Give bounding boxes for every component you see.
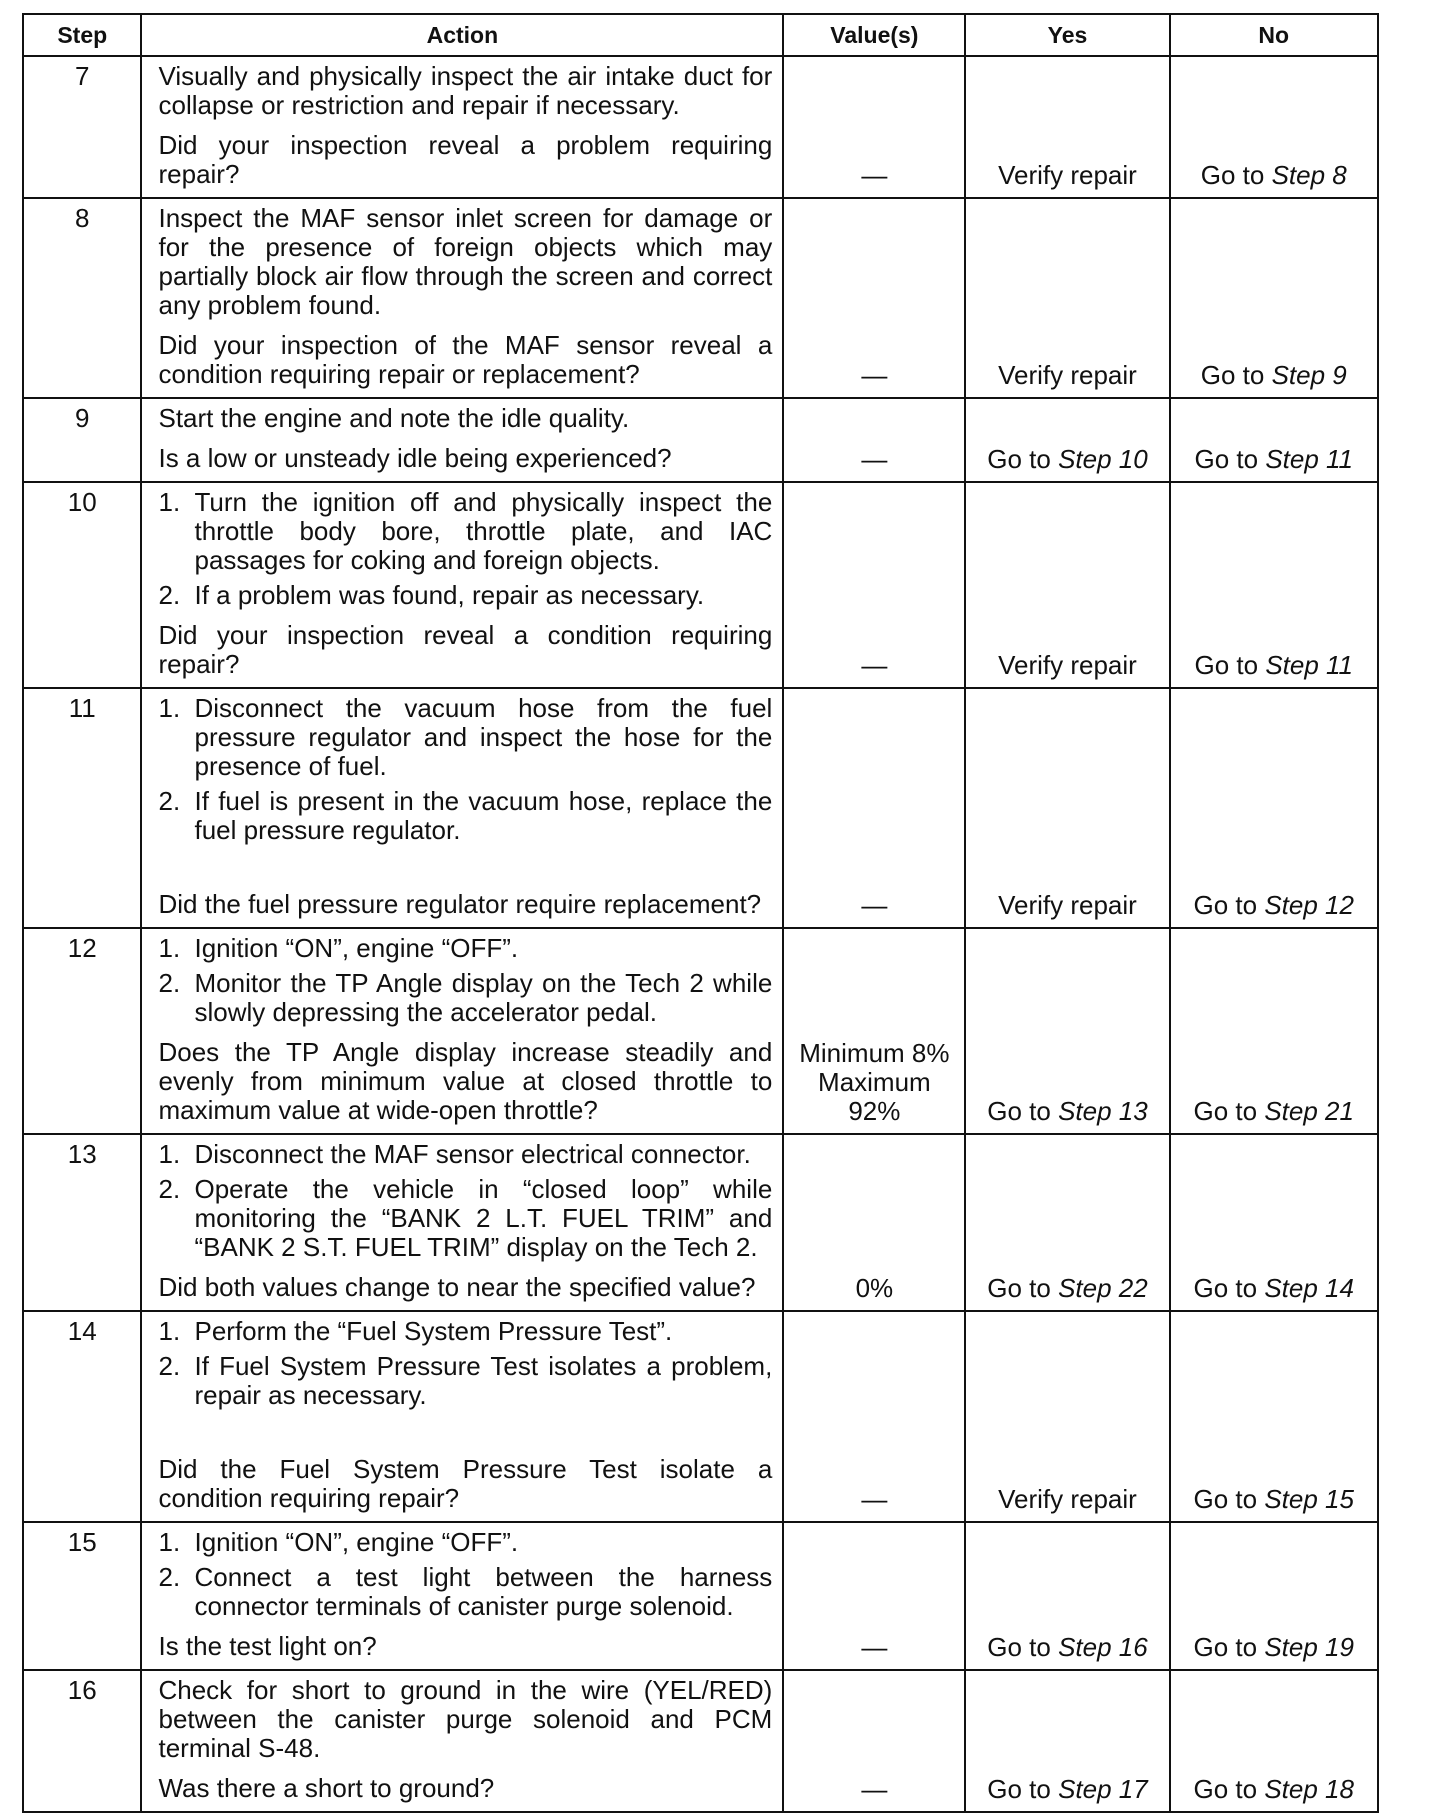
no-outcome-text: Go to [1193, 1096, 1265, 1126]
no-cell [1170, 1670, 1379, 1812]
action-list-item [158, 934, 772, 963]
action-cell [141, 928, 783, 1134]
action-list [158, 934, 772, 1027]
list-item-text: If fuel is present in the vacuum hose, replace the fuel pressure regulator. [194, 786, 773, 845]
no-outcome [1194, 1774, 1354, 1804]
step-number: 15 [23, 1522, 141, 1670]
list-item-number: 1. [158, 1316, 181, 1346]
no-cell [1170, 482, 1379, 688]
yes-outcome-text: Go to [987, 444, 1059, 474]
yes-outcome-text: Go to [987, 1632, 1059, 1662]
action-cell [141, 688, 783, 928]
action-question: Did your inspection reveal a condition requiring repair? [158, 620, 773, 679]
list-item-text: Operate the vehicle in “closed loop” while monitoring the “BANK 2 L.T. FUEL TRIM” and “BANK 2 S.T. FUEL TRIM” display on the Tech 2. [194, 1174, 773, 1262]
value-cell: — [783, 688, 965, 928]
action-instruction: Inspect the MAF sensor inlet screen for damage or for the presence of foreign objects which may partially block air flow through the screen and correct any problem found. [158, 203, 773, 320]
yes-outcome [987, 1273, 1147, 1303]
yes-step-link: Step 13 [1058, 1096, 1148, 1126]
action-list-item [158, 1563, 772, 1621]
step-number: 7 [23, 56, 141, 198]
spacer [158, 1416, 772, 1444]
list-item-number: 2. [158, 786, 181, 816]
header-no: No [1170, 14, 1379, 56]
no-cell [1170, 198, 1379, 398]
no-cell [1170, 928, 1379, 1134]
action-cell [141, 56, 783, 198]
yes-outcome-text: Go to [987, 1273, 1059, 1303]
action-cell [141, 1134, 783, 1311]
no-outcome [1194, 890, 1354, 920]
table-header-row [23, 14, 1378, 56]
no-outcome-text: Go to [1193, 1273, 1265, 1303]
action-instruction: Visually and physically inspect the air intake duct for collapse or restriction and repair if necessary. [158, 61, 773, 120]
list-item-number: 2. [158, 1562, 181, 1592]
action-list-item [158, 1528, 772, 1557]
no-step-link: Step 11 [1265, 444, 1354, 474]
list-item-number: 2. [158, 580, 181, 610]
no-cell [1170, 1311, 1379, 1522]
list-item-text: If Fuel System Pressure Test isolates a problem, repair as necessary. [194, 1351, 773, 1410]
yes-cell [965, 198, 1169, 398]
action-list-item [158, 694, 772, 781]
yes-outcome [998, 360, 1137, 390]
list-item-text: Turn the ignition off and physically inspect the throttle body bore, throttle plate, and IAC passages for coking and foreign objects. [194, 487, 773, 575]
yes-step-link: Step 17 [1058, 1774, 1148, 1804]
list-item-number: 1. [158, 693, 181, 723]
yes-outcome [998, 650, 1137, 680]
table-row [23, 928, 1378, 1134]
yes-cell [965, 928, 1169, 1134]
action-question: Is a low or unsteady idle being experienced? [158, 443, 672, 473]
header-values: Value(s) [783, 14, 965, 56]
yes-outcome-text: Verify repair [998, 1484, 1137, 1514]
action-cell [141, 1522, 783, 1670]
value-cell: — [783, 482, 965, 688]
no-step-link: Step 12 [1264, 890, 1354, 920]
no-step-link: Step 19 [1264, 1632, 1354, 1662]
action-question: Was there a short to ground? [158, 1773, 495, 1803]
list-item-text: Disconnect the vacuum hose from the fuel pressure regulator and inspect the hose for the presence of fuel. [194, 693, 773, 781]
no-outcome-text: Go to [1193, 890, 1265, 920]
action-list-item [158, 969, 772, 1027]
no-step-link: Step 18 [1264, 1774, 1354, 1804]
yes-outcome [987, 1632, 1147, 1662]
table-row [23, 1311, 1378, 1522]
no-cell [1170, 1522, 1379, 1670]
list-item-text: Connect a test light between the harness connector terminals of canister purge solenoid. [194, 1562, 773, 1621]
action-list-item [158, 1175, 772, 1262]
no-step-link: Step 15 [1264, 1484, 1354, 1514]
yes-outcome-text: Verify repair [998, 160, 1137, 190]
spacer [158, 851, 772, 879]
yes-cell [965, 1134, 1169, 1311]
action-list-item [158, 1317, 772, 1346]
step-number: 9 [23, 398, 141, 482]
no-outcome [1194, 1484, 1354, 1514]
list-item-text: Disconnect the MAF sensor electrical connector. [194, 1139, 751, 1169]
table-row [23, 482, 1378, 688]
diagnostic-table [22, 13, 1379, 1813]
no-outcome [1194, 1096, 1354, 1126]
no-outcome-text: Go to [1200, 360, 1272, 390]
no-outcome-text: Go to [1194, 650, 1266, 680]
list-item-number: 2. [158, 1351, 181, 1381]
value-cell: Minimum 8% Maximum 92% [783, 928, 965, 1134]
action-list [158, 1317, 772, 1410]
table-row [23, 1134, 1378, 1311]
no-cell [1170, 688, 1379, 928]
no-outcome-text: Go to [1194, 444, 1266, 474]
no-outcome [1194, 444, 1353, 474]
yes-outcome [987, 1774, 1147, 1804]
no-step-link: Step 8 [1271, 160, 1347, 190]
value-cell: — [783, 56, 965, 198]
action-list [158, 694, 772, 845]
yes-outcome-text: Go to [987, 1096, 1059, 1126]
list-item-number: 1. [158, 487, 181, 517]
list-item-number: 1. [158, 933, 181, 963]
action-list [158, 1140, 772, 1262]
value-cell: — [783, 398, 965, 482]
yes-cell [965, 688, 1169, 928]
action-instruction: Check for short to ground in the wire (YEL/RED) between the canister purge solenoid and PCM terminal S-48. [158, 1675, 773, 1763]
list-item-number: 2. [158, 1174, 181, 1204]
value-cell: — [783, 1522, 965, 1670]
no-outcome-text: Go to [1193, 1774, 1265, 1804]
step-number: 11 [23, 688, 141, 928]
yes-cell [965, 1311, 1169, 1522]
action-question: Does the TP Angle display increase steadily and evenly from minimum value at closed throttle to maximum value at wide-open throttle? [158, 1037, 773, 1125]
value-cell: 0% [783, 1134, 965, 1311]
step-number: 13 [23, 1134, 141, 1311]
list-item-text: Monitor the TP Angle display on the Tech 2 while slowly depressing the accelerator pedal. [194, 968, 773, 1027]
header-action: Action [141, 14, 783, 56]
yes-outcome [987, 444, 1147, 474]
list-item-number: 1. [158, 1139, 181, 1169]
no-outcome [1201, 160, 1347, 190]
yes-outcome-text: Verify repair [998, 890, 1137, 920]
yes-step-link: Step 22 [1058, 1273, 1148, 1303]
no-cell [1170, 56, 1379, 198]
no-outcome [1201, 360, 1347, 390]
no-step-link: Step 21 [1264, 1096, 1354, 1126]
no-cell [1170, 398, 1379, 482]
table-row [23, 688, 1378, 928]
yes-outcome-text: Verify repair [998, 650, 1137, 680]
action-list [158, 1528, 772, 1621]
list-item-text: If a problem was found, repair as necessary. [194, 580, 705, 610]
yes-outcome [987, 1096, 1147, 1126]
no-outcome [1194, 650, 1353, 680]
yes-cell [965, 1522, 1169, 1670]
list-item-text: Ignition “ON”, engine “OFF”. [194, 1527, 519, 1557]
step-number: 14 [23, 1311, 141, 1522]
step-number: 16 [23, 1670, 141, 1812]
no-outcome [1194, 1632, 1354, 1662]
yes-outcome [998, 1484, 1137, 1514]
table-row [23, 56, 1378, 198]
action-cell [141, 1670, 783, 1812]
no-outcome-text: Go to [1200, 160, 1272, 190]
action-question: Did both values change to near the specified value? [158, 1272, 756, 1302]
action-question: Did the Fuel System Pressure Test isolate a condition requiring repair? [158, 1454, 773, 1513]
table-body [23, 56, 1378, 1812]
header-yes: Yes [965, 14, 1169, 56]
step-number: 8 [23, 198, 141, 398]
action-cell [141, 482, 783, 688]
list-item-text: Perform the “Fuel System Pressure Test”. [194, 1316, 673, 1346]
yes-outcome [998, 160, 1137, 190]
yes-outcome [998, 890, 1137, 920]
no-step-link: Step 14 [1264, 1273, 1354, 1303]
value-cell: — [783, 1311, 965, 1522]
yes-step-link: Step 16 [1058, 1632, 1148, 1662]
no-cell [1170, 1134, 1379, 1311]
action-cell [141, 198, 783, 398]
yes-cell [965, 1670, 1169, 1812]
yes-step-link: Step 10 [1058, 444, 1148, 474]
action-question: Did the fuel pressure regulator require replacement? [158, 889, 762, 919]
action-list-item [158, 488, 772, 575]
yes-cell [965, 398, 1169, 482]
yes-outcome-text: Verify repair [998, 360, 1137, 390]
action-instruction: Start the engine and note the idle quality. [158, 403, 630, 433]
no-step-link: Step 9 [1271, 360, 1347, 390]
table-row [23, 398, 1378, 482]
yes-cell [965, 482, 1169, 688]
value-cell: — [783, 1670, 965, 1812]
list-item-text: Ignition “ON”, engine “OFF”. [194, 933, 519, 963]
table-row [23, 1670, 1378, 1812]
action-list-item [158, 1352, 772, 1410]
no-outcome-text: Go to [1193, 1484, 1265, 1514]
action-list-item [158, 1140, 772, 1169]
value-cell: — [783, 198, 965, 398]
no-step-link: Step 11 [1265, 650, 1354, 680]
action-list-item [158, 787, 772, 845]
action-question: Did your inspection of the MAF sensor reveal a condition requiring repair or replacement? [158, 330, 773, 389]
step-number: 12 [23, 928, 141, 1134]
no-outcome [1194, 1273, 1354, 1303]
action-question: Did your inspection reveal a problem requiring repair? [158, 130, 773, 189]
action-list [158, 488, 772, 610]
header-step: Step [23, 14, 141, 56]
list-item-number: 2. [158, 968, 181, 998]
yes-cell [965, 56, 1169, 198]
list-item-number: 1. [158, 1527, 181, 1557]
action-question: Is the test light on? [158, 1631, 377, 1661]
table-row [23, 1522, 1378, 1670]
no-outcome-text: Go to [1193, 1632, 1265, 1662]
table-row [23, 198, 1378, 398]
action-cell [141, 398, 783, 482]
step-number: 10 [23, 482, 141, 688]
action-cell [141, 1311, 783, 1522]
action-list-item [158, 581, 772, 610]
yes-outcome-text: Go to [987, 1774, 1059, 1804]
